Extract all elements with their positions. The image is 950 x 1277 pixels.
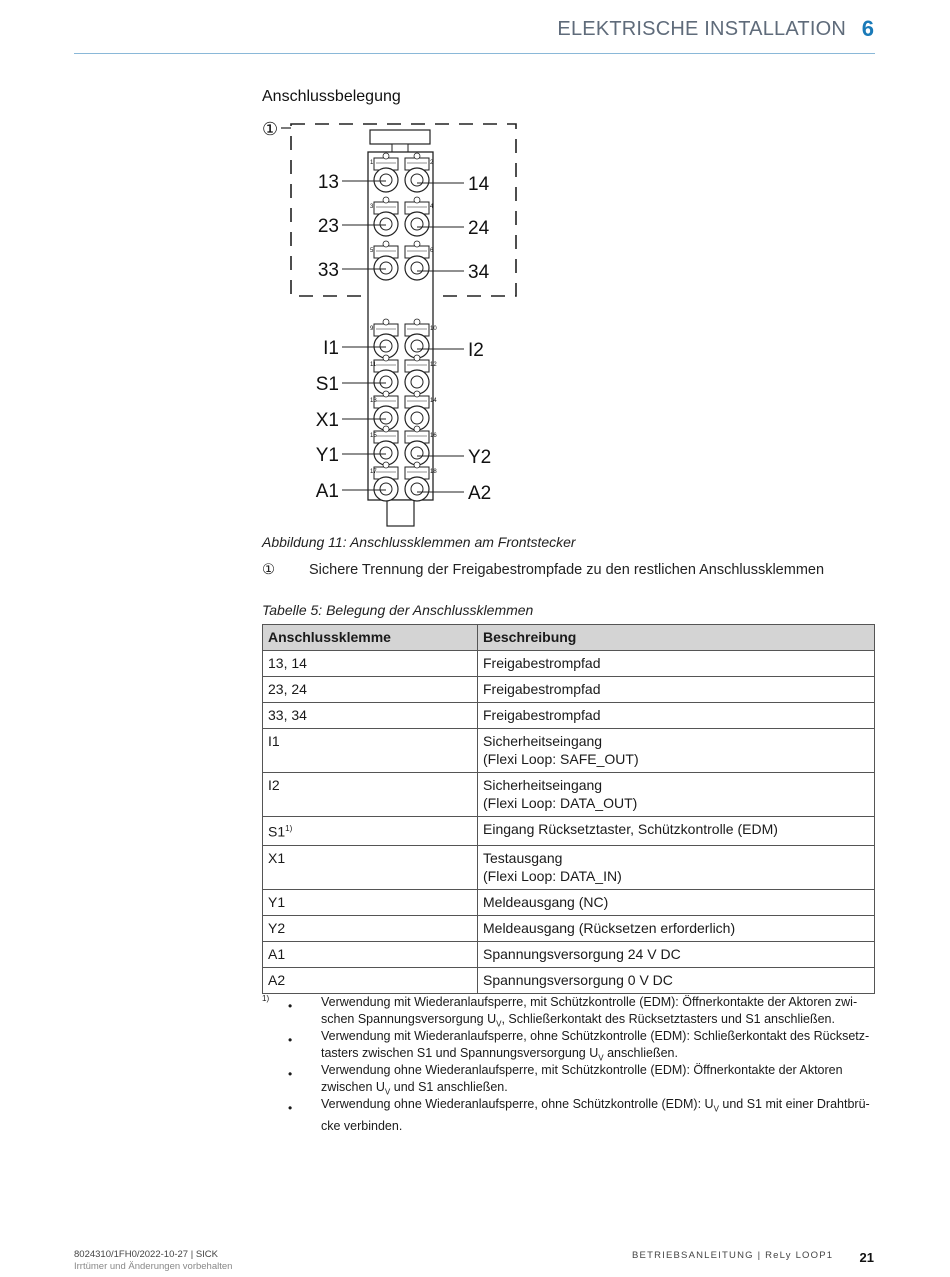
terminal-label: A2 <box>268 971 286 988</box>
screw-head <box>411 340 423 352</box>
screw-head <box>411 174 423 186</box>
connector-latch <box>392 144 408 152</box>
terminal-label-right: Y2 <box>468 447 492 468</box>
terminal-label-right: 34 <box>468 262 490 283</box>
terminal-label-left: 13 <box>317 172 339 193</box>
pin-number: 1 <box>370 160 374 166</box>
screw-head <box>380 483 392 495</box>
description-line: Freigabestrompfad <box>483 707 601 723</box>
terminal-label: 13, 14 <box>268 655 307 671</box>
footer-left <box>74 1249 232 1273</box>
bullet-icon: • <box>288 1033 293 1047</box>
screw-head <box>380 412 392 424</box>
footer-disclaimer: Irrtümer und Änderungen vorbehalten <box>74 1261 233 1272</box>
table-row <box>263 915 875 941</box>
callout-text: Sichere Trennung der Freigabestrompfade zu den restlichen Anschlussklemmen <box>309 562 825 578</box>
table-body <box>263 651 875 994</box>
clamp-lever-knob <box>383 197 389 203</box>
screw-head <box>411 218 423 230</box>
description-line: Meldeausgang (Rücksetzen erforderlich) <box>483 919 736 936</box>
terminal-label-left: X1 <box>315 410 339 431</box>
screw-head <box>411 483 423 495</box>
table-header-row <box>263 625 875 651</box>
terminal-label-left: 33 <box>317 260 339 281</box>
terminal-label-left: 23 <box>317 216 339 237</box>
description-line: Spannungsversorgung 24 V DC <box>483 945 681 962</box>
footnote-text <box>321 1096 875 1135</box>
footnote-line: tasters zwischen S1 und Spannungsversorgung $U_V$ anschließen. <box>321 1046 678 1063</box>
callout-marker: ① <box>262 119 279 139</box>
terminal-label-left: A1 <box>315 481 339 502</box>
description-line: (Flexi Loop: DATA_IN) <box>483 867 622 884</box>
section-title: Anschlussbelegung <box>262 88 401 105</box>
table-row <box>263 651 875 677</box>
description-cell <box>478 773 875 817</box>
column-header-terminal: Anschlussklemme <box>263 625 478 651</box>
terminal-cell <box>263 889 478 915</box>
description-line: Testausgang <box>483 849 563 866</box>
figure-caption: Abbildung 11: Anschlussklemmen am Frontstecker <box>262 534 576 550</box>
terminal-label-right: 24 <box>468 218 490 239</box>
terminal-label-right: A2 <box>468 483 492 504</box>
screw-head <box>380 174 392 186</box>
terminal-label: 33, 34 <box>268 707 307 723</box>
footnote-line: Verwendung ohne Wiederanlaufsperre, mit Schützkontrolle (EDM): Öffnerkontakte der Aktoren <box>321 1063 843 1077</box>
description-cell <box>478 967 875 993</box>
table-row <box>263 773 875 817</box>
terminal-label: 23, 24 <box>268 681 307 697</box>
screw-head <box>380 262 392 274</box>
footnote-line: Verwendung mit Wiederanlaufsperre, ohne Schützkontrolle (EDM): Schließerkontakt des Rücksetz- <box>321 1029 870 1043</box>
pin-number: 18 <box>430 469 437 475</box>
pin-number: 4 <box>430 204 434 210</box>
pin-number: 3 <box>370 204 374 210</box>
footnote-text <box>321 1062 875 1101</box>
connector-tab <box>387 500 414 526</box>
callout-number: ① <box>262 562 275 578</box>
table-row <box>263 729 875 773</box>
table-row <box>263 889 875 915</box>
clamp-lever-knob <box>383 355 389 361</box>
description-cell <box>478 817 875 846</box>
terminal-label: I1 <box>268 733 280 749</box>
terminal-cell <box>263 967 478 993</box>
footnote-line: cke verbinden. <box>321 1118 403 1133</box>
clamp-lever-knob <box>414 153 420 159</box>
screw-head <box>411 412 423 424</box>
footnote-line: schen Spannungsversorgung $U_V$, Schließerkontakt des Rücksetztasters und S1 anschließen. <box>321 1012 835 1029</box>
terminal-cell <box>263 651 478 677</box>
terminal-label-left: Y1 <box>315 445 339 466</box>
footnote-marker: 1) <box>262 994 270 1003</box>
bullet-icon: • <box>288 1067 293 1081</box>
pin-number: 15 <box>370 433 377 439</box>
terminal-label: X1 <box>268 849 286 866</box>
terminal-cell <box>263 941 478 967</box>
chapter-title: ELEKTRISCHE INSTALLATION <box>557 18 846 40</box>
table-row <box>263 941 875 967</box>
footnote-line: Verwendung ohne Wiederanlaufsperre, ohne Schützkontrolle (EDM): $U_V$ und S1 mit einer Drahtbrü- <box>321 1097 870 1114</box>
screw-head <box>411 262 423 274</box>
footnote-line: Verwendung mit Wiederanlaufsperre, mit Schützkontrolle (EDM): Öffnerkontakte der Aktoren zwi- <box>321 995 858 1009</box>
table-caption: Tabelle 5: Belegung der Anschlussklemmen <box>262 602 534 618</box>
terminal-cell <box>263 845 478 889</box>
screw-head <box>380 218 392 230</box>
description-cell <box>478 845 875 889</box>
pin-number: 9 <box>370 326 374 332</box>
pin-number: 6 <box>430 248 434 254</box>
description-line: Sicherheitseingang <box>483 777 603 793</box>
clamp-lever-knob <box>383 241 389 247</box>
terminal-label: Y1 <box>268 893 286 910</box>
clamp-lever-knob <box>414 426 420 432</box>
table-row <box>263 817 875 846</box>
footnote-text <box>321 994 875 1033</box>
terminal-cell <box>263 817 478 846</box>
terminal-diagram <box>262 112 562 532</box>
terminal-label: A1 <box>268 945 286 962</box>
screw-head <box>380 376 392 388</box>
bullet-icon: • <box>288 1101 293 1115</box>
description-line: Sicherheitseingang <box>483 733 603 749</box>
pin-number: 5 <box>370 248 374 254</box>
pin-number: 11 <box>370 362 377 368</box>
description-cell <box>478 677 875 703</box>
clamp-lever-knob <box>414 355 420 361</box>
description-cell <box>478 889 875 915</box>
pin-number: 13 <box>370 398 377 404</box>
pin-number: 14 <box>430 398 437 404</box>
footnote-line: zwischen $U_V$ und S1 anschließen. <box>321 1080 508 1097</box>
table-row <box>263 677 875 703</box>
screw-head <box>411 376 423 388</box>
pin-number: 10 <box>430 326 437 332</box>
footer-doc-ref: 8024310/1FH0/2022-10-27 | SICK <box>74 1249 219 1260</box>
terminal-table <box>262 624 875 994</box>
terminal-label-right: 14 <box>468 174 490 195</box>
clamp-lever-knob <box>414 462 420 468</box>
description-line: Spannungsversorgung 0 V DC <box>483 971 673 988</box>
footnote-text <box>321 1028 875 1067</box>
table-row <box>263 967 875 993</box>
terminal-label-right: I2 <box>468 340 484 361</box>
terminal-cell <box>263 677 478 703</box>
page-number: 21 <box>859 1250 874 1265</box>
clamp-lever-knob <box>383 391 389 397</box>
connector-cap <box>370 130 430 144</box>
screw-head <box>380 447 392 459</box>
description-line: (Flexi Loop: SAFE_OUT) <box>483 751 639 767</box>
clamp-lever-knob <box>383 153 389 159</box>
screw-head <box>380 340 392 352</box>
clamp-lever-knob <box>383 462 389 468</box>
description-line: Eingang Rücksetztaster, Schützkontrolle (EDM) <box>483 821 778 837</box>
clamp-lever-knob <box>414 319 420 325</box>
description-cell <box>478 703 875 729</box>
bullet-icon: • <box>288 999 293 1013</box>
terminal-label-left: I1 <box>323 338 339 359</box>
clamp-lever-knob <box>383 319 389 325</box>
description-line: Meldeausgang (NC) <box>483 893 609 910</box>
footnote-reference: 1) <box>285 824 293 833</box>
description-line: (Flexi Loop: DATA_OUT) <box>483 795 638 811</box>
clamp-lever-knob <box>414 391 420 397</box>
terminal-label: Y2 <box>268 919 286 936</box>
clamp-lever-knob <box>383 426 389 432</box>
terminal-label: S1 <box>268 823 286 840</box>
description-line: Freigabestrompfad <box>483 681 601 697</box>
screw-head <box>411 447 423 459</box>
description-cell <box>478 651 875 677</box>
pin-number: 12 <box>430 362 437 368</box>
description-cell <box>478 915 875 941</box>
pin-number: 2 <box>430 160 434 166</box>
footer-manual-title: BETRIEBSANLEITUNG | ReLy LOOP1 <box>632 1250 834 1261</box>
terminal-cell <box>263 703 478 729</box>
terminal-label: I2 <box>268 777 280 793</box>
description-line: Freigabestrompfad <box>483 655 601 671</box>
terminal-label-left: S1 <box>315 374 339 395</box>
terminal-cell <box>263 729 478 773</box>
description-cell <box>478 941 875 967</box>
clamp-lever-knob <box>414 197 420 203</box>
column-header-description: Beschreibung <box>478 625 875 651</box>
clamp-lever-knob <box>414 241 420 247</box>
terminal-cell <box>263 915 478 941</box>
description-cell <box>478 729 875 773</box>
table-row <box>263 845 875 889</box>
terminal-cell <box>263 773 478 817</box>
pin-number: 16 <box>430 433 437 439</box>
table-row <box>263 703 875 729</box>
pin-number: 17 <box>370 469 377 475</box>
header-divider <box>74 53 875 54</box>
chapter-number: 6 <box>861 16 874 41</box>
